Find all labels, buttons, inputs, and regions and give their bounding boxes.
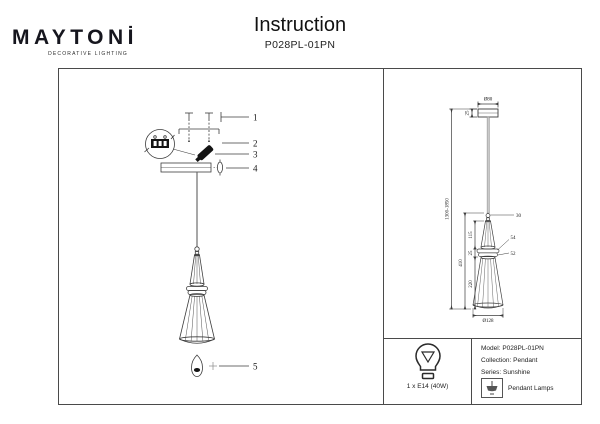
callout-4-label: 4 xyxy=(253,163,258,174)
info-category: Pendant Lamps xyxy=(508,385,554,392)
info-collection: Collection: Pendant xyxy=(481,357,538,364)
product-code: P028PL-01PN xyxy=(264,39,336,51)
dim-canopy-height: 25 xyxy=(465,110,471,116)
bulb-icon xyxy=(412,342,444,382)
dim-canopy-diameter: Ø80 xyxy=(483,97,493,103)
dim-shade-height: 220 xyxy=(469,280,474,288)
callout-2-label: 2 xyxy=(253,138,258,149)
pendant-lamp-icon xyxy=(481,378,503,398)
callout-3-label: 3 xyxy=(253,149,258,160)
callout-5-label: 5 xyxy=(253,361,258,372)
title-block xyxy=(180,14,420,51)
dimensioned-drawing xyxy=(381,69,581,338)
page-title: Instruction xyxy=(253,14,347,36)
dim-lamp-height: 410 xyxy=(459,259,464,267)
dim-shade-diameter: Ø128 xyxy=(482,319,494,324)
callout-1-label: 1 xyxy=(253,112,258,123)
product-info-cell xyxy=(472,338,581,404)
dim-finial-height: 30 xyxy=(516,214,521,219)
dim-ring-lower: 52 xyxy=(510,252,516,257)
dim-suspension-height: 1300-1850 xyxy=(445,198,451,220)
brand-name: MAYTONİ xyxy=(12,26,139,49)
bulb-info-cell xyxy=(384,339,471,404)
dim-upper-cone-height: 115 xyxy=(469,231,474,239)
brand-logo xyxy=(12,26,142,57)
exploded-view-diagram xyxy=(59,69,381,404)
bulb-spec-label: 1 x E14 (40W) xyxy=(406,383,449,390)
dim-ring-upper: 54 xyxy=(510,236,516,241)
info-model: Model: P028PL-01PN xyxy=(481,345,544,352)
dim-ring-height: 25 xyxy=(469,250,474,256)
info-series: Series: Sunshine xyxy=(481,369,531,376)
content-frame xyxy=(58,68,582,405)
brand-tagline: DECORATIVE LIGHTING xyxy=(48,51,128,57)
